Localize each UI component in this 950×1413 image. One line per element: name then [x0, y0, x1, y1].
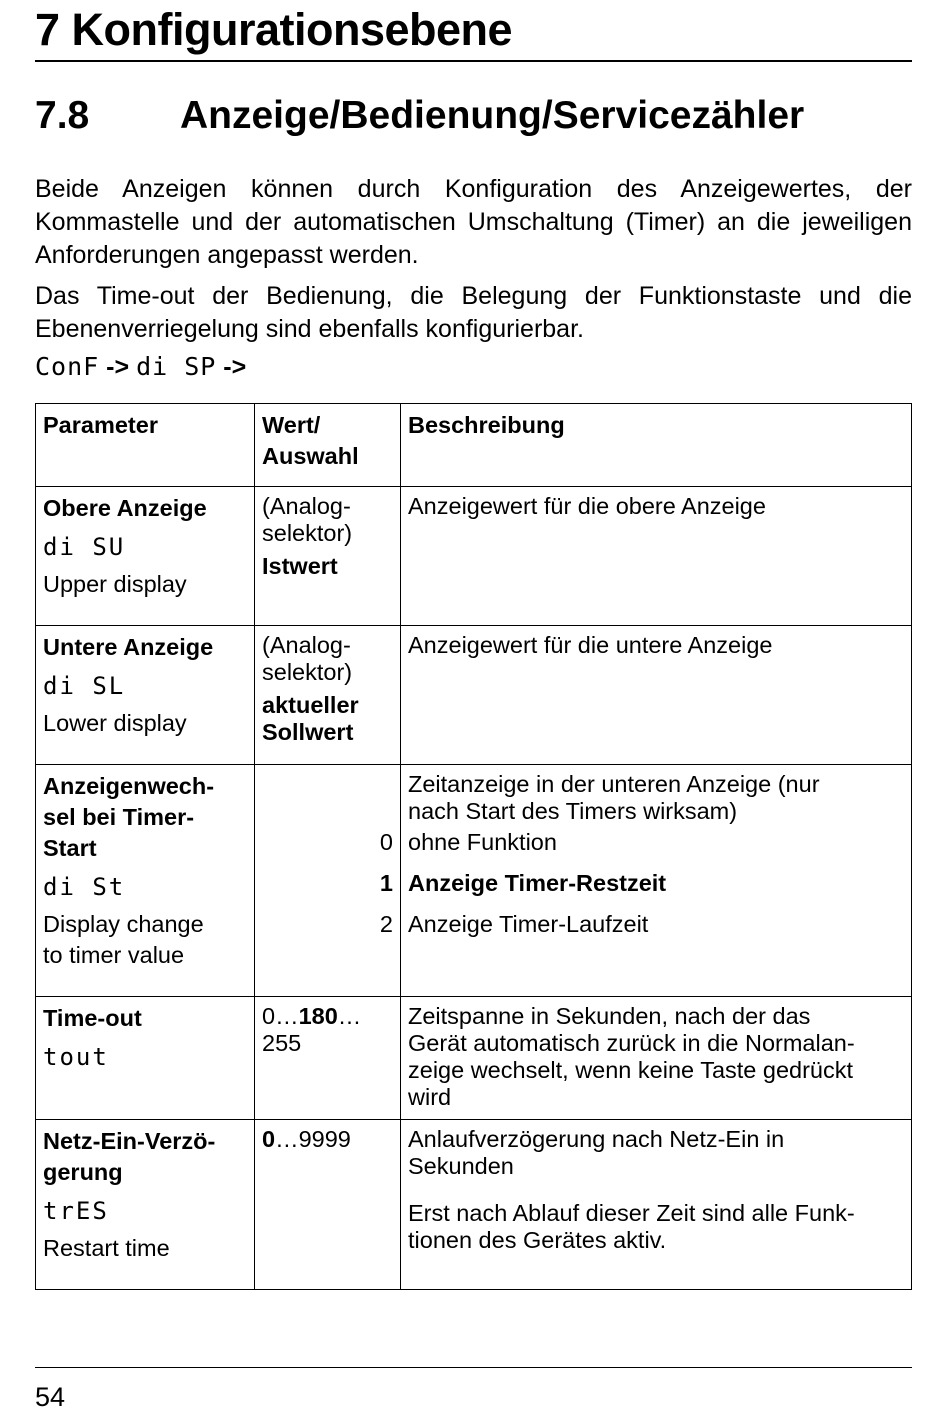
value-cell: [255, 1120, 401, 1290]
value-cell: [255, 487, 401, 626]
param-english: Restart time: [43, 1235, 170, 1261]
param-name: Start: [43, 835, 97, 861]
value-default: aktueller: [262, 692, 359, 718]
option-value: 0: [379, 829, 393, 855]
param-cell: [36, 765, 255, 997]
menu-path: [35, 350, 246, 384]
description-text: wird: [408, 1084, 452, 1110]
param-name: Time-out: [43, 1005, 142, 1031]
param-code: trES: [43, 1197, 109, 1225]
param-cell: [36, 626, 255, 765]
value-range: [262, 1003, 393, 1030]
value-cell: [255, 765, 401, 997]
param-english: to timer value: [43, 942, 185, 968]
description-text: Zeitspanne in Sekunden, nach der das: [408, 1003, 811, 1029]
value-end: 255: [262, 1030, 302, 1056]
description-cell: [401, 1120, 912, 1290]
param-english: Display change: [43, 911, 204, 937]
chapter-divider: [35, 60, 912, 62]
header-value: [255, 404, 401, 487]
param-code: di St: [43, 873, 126, 901]
header-parameter: Parameter: [36, 404, 255, 487]
param-name: Netz-Ein-Verzö-: [43, 1128, 216, 1154]
header-value-line-2: Auswahl: [262, 443, 359, 469]
option-label: Anzeige Timer-Laufzeit: [408, 911, 649, 937]
description-cell: [401, 487, 912, 626]
value-line: selektor): [262, 659, 353, 685]
table-row: [36, 997, 912, 1120]
description-text: Gerät automatisch zurück in die Normalan-: [408, 1030, 855, 1056]
menu-path-arrow-2: ->: [223, 353, 247, 381]
option-value: 1: [379, 870, 393, 896]
value-line: (Analog-: [262, 493, 351, 519]
description-text: Zeitanzeige in der unteren Anzeige (nur: [408, 771, 820, 797]
description-text: tionen des Gerätes aktiv.: [408, 1227, 667, 1253]
option-value: 2: [379, 911, 393, 937]
description-text: Erst nach Ablauf dieser Zeit sind alle Funk-: [408, 1200, 855, 1226]
param-name: Untere Anzeige: [43, 634, 214, 660]
value-dots: …: [337, 1003, 362, 1029]
description-cell: [401, 997, 912, 1120]
value-default: 0: [262, 1126, 276, 1152]
param-name: gerung: [43, 1159, 123, 1185]
param-code: di SU: [43, 533, 126, 561]
parameter-table: [35, 403, 912, 1290]
param-name: Obere Anzeige: [43, 495, 207, 521]
param-cell: [36, 997, 255, 1120]
section-number: 7.8: [35, 94, 90, 137]
value-default: Sollwert: [262, 719, 354, 745]
table-row: [36, 765, 912, 997]
value-default: 180: [298, 1003, 338, 1029]
value-cell: [255, 626, 401, 765]
chapter-title: 7 Konfigurationsebene: [35, 4, 513, 55]
param-code: tout: [43, 1043, 109, 1071]
value-line: selektor): [262, 520, 353, 546]
menu-path-arrow-1: ->: [106, 353, 130, 381]
option-label: ohne Funktion: [408, 829, 557, 855]
section-heading: [35, 94, 804, 138]
description-text: zeige wechselt, wenn keine Taste gedrückt: [408, 1057, 854, 1083]
param-cell: [36, 1120, 255, 1290]
table-row: [36, 626, 912, 765]
intro-paragraph-2: Das Time-out der Bedienung, die Belegung der Funktionstaste und die Ebenenverriegelung sind ebenfalls konfigurierbar.: [35, 282, 912, 343]
description-cell: [401, 765, 912, 997]
value-rest: …9999: [275, 1126, 351, 1152]
intro-paragraph-1: Beide Anzeigen können durch Konfiguration des Anzeigewertes, der Kommastelle und der automatischen Umschaltung (Timer) an die jeweiligen Anforderungen angepasst werden.: [35, 175, 912, 269]
table-row: [36, 1120, 912, 1290]
footer-divider: [35, 1367, 912, 1368]
description-text: Anlaufverzögerung nach Netz-Ein in: [408, 1126, 785, 1152]
header-value-line-1: Wert/: [262, 412, 321, 438]
param-name: sel bei Timer-: [43, 804, 195, 830]
table-header-row: [36, 404, 912, 487]
value-default: Istwert: [262, 553, 338, 579]
param-code: di SL: [43, 672, 126, 700]
param-english: Upper display: [43, 571, 187, 597]
option-label: Anzeige Timer-Restzeit: [408, 870, 667, 896]
description-text: nach Start des Timers wirksam): [408, 798, 738, 824]
param-name: Anzeigenwech-: [43, 773, 215, 799]
menu-path-conf: ConF: [35, 352, 100, 381]
description-text: Anzeigewert für die untere Anzeige: [408, 632, 773, 658]
description-cell: [401, 626, 912, 765]
description-text: Sekunden: [408, 1153, 514, 1179]
page-number: 54: [35, 1382, 66, 1412]
value-line: (Analog-: [262, 632, 351, 658]
menu-path-disp: di SP: [136, 352, 217, 381]
value-range: [262, 1126, 393, 1153]
description-text: Anzeigewert für die obere Anzeige: [408, 493, 766, 519]
param-cell: [36, 487, 255, 626]
table-row: [36, 487, 912, 626]
section-title: Anzeige/Bedienung/Servicezähler: [180, 94, 805, 137]
header-description: Beschreibung: [401, 404, 912, 487]
value-cell: [255, 997, 401, 1120]
param-english: Lower display: [43, 710, 187, 736]
value-start: 0…: [262, 1003, 299, 1029]
